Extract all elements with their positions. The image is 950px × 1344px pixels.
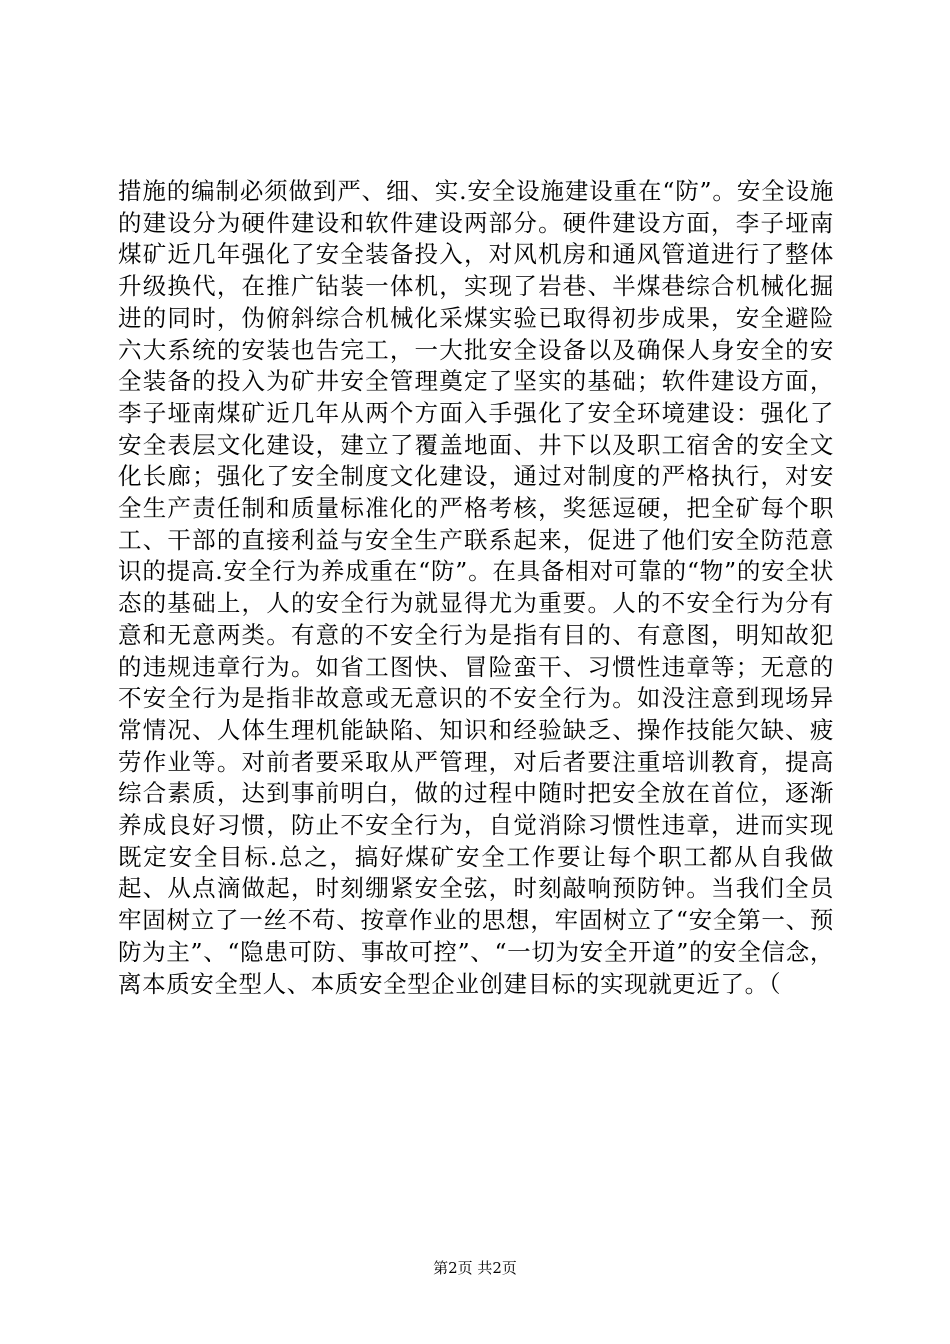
page-footer: 第2页 共2页 [433, 1259, 517, 1277]
body-paragraph: 措施的编制必须做到严、细、实.安全设施建设重在“防”。安全设施的建设分为硬件建设和软件建设两部分。硬件建设方面，李子垭南煤矿近几年强化了安全装备投入，对风机房和通风管道进行了整体升级换代，在推广钻装一体机，实现了岩巷、半煤巷综合机械化掘进的同时，伪俯斜综合机械化采煤实验已取得初步成果，安全避险六大系统的安装也告完工，一大批安全设备以及确保人身安全的安全装备的投入为矿井安全管理奠定了坚实的基础；软件建设方面，李子垭南煤矿近几年从两个方面入手强化了安全环境建设：强化了安全表层文化建设，建立了覆盖地面、井下以及职工宿舍的安全文化长廊；强化了安全制度文化建设，通过对制度的严格执行，对安全生产责任制和质量标准化的严格考核，奖惩逗硬，把全矿每个职工、干部的直接利益与安全生产联系起来，促进了他们安全防范意识的提高.安全行为养成重在“防”。在具备相对可靠的“物”的安全状态的基础上，人的安全行为就显得尤为重要。人的不安全行为分有意和无意两类。有意的不安全行为是指有目的、有意图，明知故犯的违规违章行为。如省工图快、冒险蛮干、习惯性违章等；无意的不安全行为是指非故意或无意识的不安全行为。如没注意到现场异常情况、人体生理机能缺陷、知识和经验缺乏、操作技能欠缺、疲劳作业等。对前者要采取从严管理，对后者要注重培训教育，提高综合素质，达到事前明白，做的过程中随时把安全放在首位，逐渐养成良好习惯，防止不安全行为，自觉消除习惯性违章，进而实现既定安全目标.总之，搞好煤矿安全工作要让每个职工都从自我做起、从点滴做起，时刻绷紧安全弦，时刻敲响预防钟。当我们全员牢固树立了一丝不苟、按章作业的思想，牢固树立了“安全第一、预防为主”、“隐患可防、事故可控”、“一切为安全开道”的安全信念，离本质安全型人、本质安全型企业创建目标的实现就更近了。（ [118, 177, 834, 998]
